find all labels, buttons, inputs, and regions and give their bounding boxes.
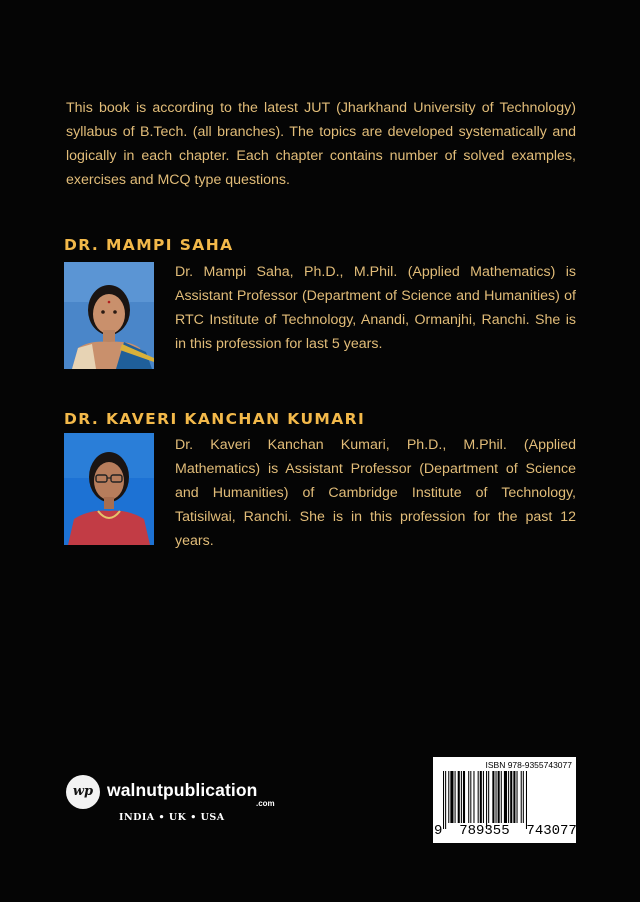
barcode-stripe [513, 771, 515, 823]
book-description: This book is according to the latest JUT (Jharkhand University of Technology) syllabus of B.Tech. (all branches). The topics are developed systematically and logically in each chapter. Each chapter contains number of solved examples, exercises and MCQ type questions. [66, 100, 576, 188]
barcode-stripe [486, 771, 487, 829]
barcode-bars [443, 771, 569, 829]
barcode-stripe [501, 771, 502, 823]
barcode-stripe [480, 771, 482, 823]
barcode-stripe [498, 771, 500, 823]
barcode-stripe [458, 771, 460, 823]
barcode-stripe [504, 771, 507, 823]
barcode-stripe [461, 771, 462, 823]
barcode-stripe [450, 771, 453, 823]
barcode-stripe [473, 771, 474, 823]
barcode-stripe [483, 771, 484, 823]
barcode-stripe [523, 771, 524, 823]
barcode-stripe [443, 771, 444, 829]
barcode-stripe [526, 771, 527, 829]
author-bio-2: Dr. Kaveri Kanchan Kumari, Ph.D., M.Phil. (Applied Mathematics) is Assistant Professor (Department of Science and Humanities) of Cambridge Institute of Technology, Tatisilwai, Ranchi. She is in this profession for the past 12 years. [175, 437, 576, 549]
barcode-stripe [468, 771, 469, 823]
author-name-2: DR. KAVERI KANCHAN KUMARI [64, 410, 366, 428]
publisher-logo[interactable] [66, 773, 306, 833]
barcode-stripe [510, 771, 512, 823]
author-bio-1: Dr. Mampi Saha, Ph.D., M.Phil. (Applied Mathematics) is Assistant Professor (Department of Science and Humanities) of RTC Institute of Technology, Anandi, Ormanjhi, Ranchi. She is in this profession for last 5 years. [175, 264, 576, 352]
barcode-stripe [488, 771, 489, 823]
publisher-domain-suffix: .com [256, 799, 275, 808]
barcode-stripe [492, 771, 494, 823]
author-photo-1 [64, 262, 154, 369]
barcode-stripe [508, 771, 509, 823]
author-photo-2 [64, 433, 154, 545]
barcode-stripe [455, 771, 456, 823]
barcode-stripe [496, 771, 497, 823]
author-name-1: DR. MAMPI SAHA [64, 236, 234, 254]
barcode-stripe [448, 771, 449, 823]
barcode-stripe [470, 771, 471, 823]
isbn-digits: 9 789355 743077 [434, 823, 577, 839]
walnut-logo-icon: wp [66, 775, 100, 809]
barcode-stripe [517, 771, 518, 823]
publisher-regions: INDIA • UK • USA [119, 812, 225, 823]
isbn-label: ISBN 978-9355743077 [485, 760, 572, 770]
barcode-stripe [521, 771, 522, 823]
publisher-name: walnutpublication [107, 780, 258, 800]
barcode-stripe [463, 771, 465, 823]
isbn-barcode [433, 757, 576, 843]
barcode-stripe [478, 771, 479, 823]
barcode-stripe [445, 771, 446, 829]
